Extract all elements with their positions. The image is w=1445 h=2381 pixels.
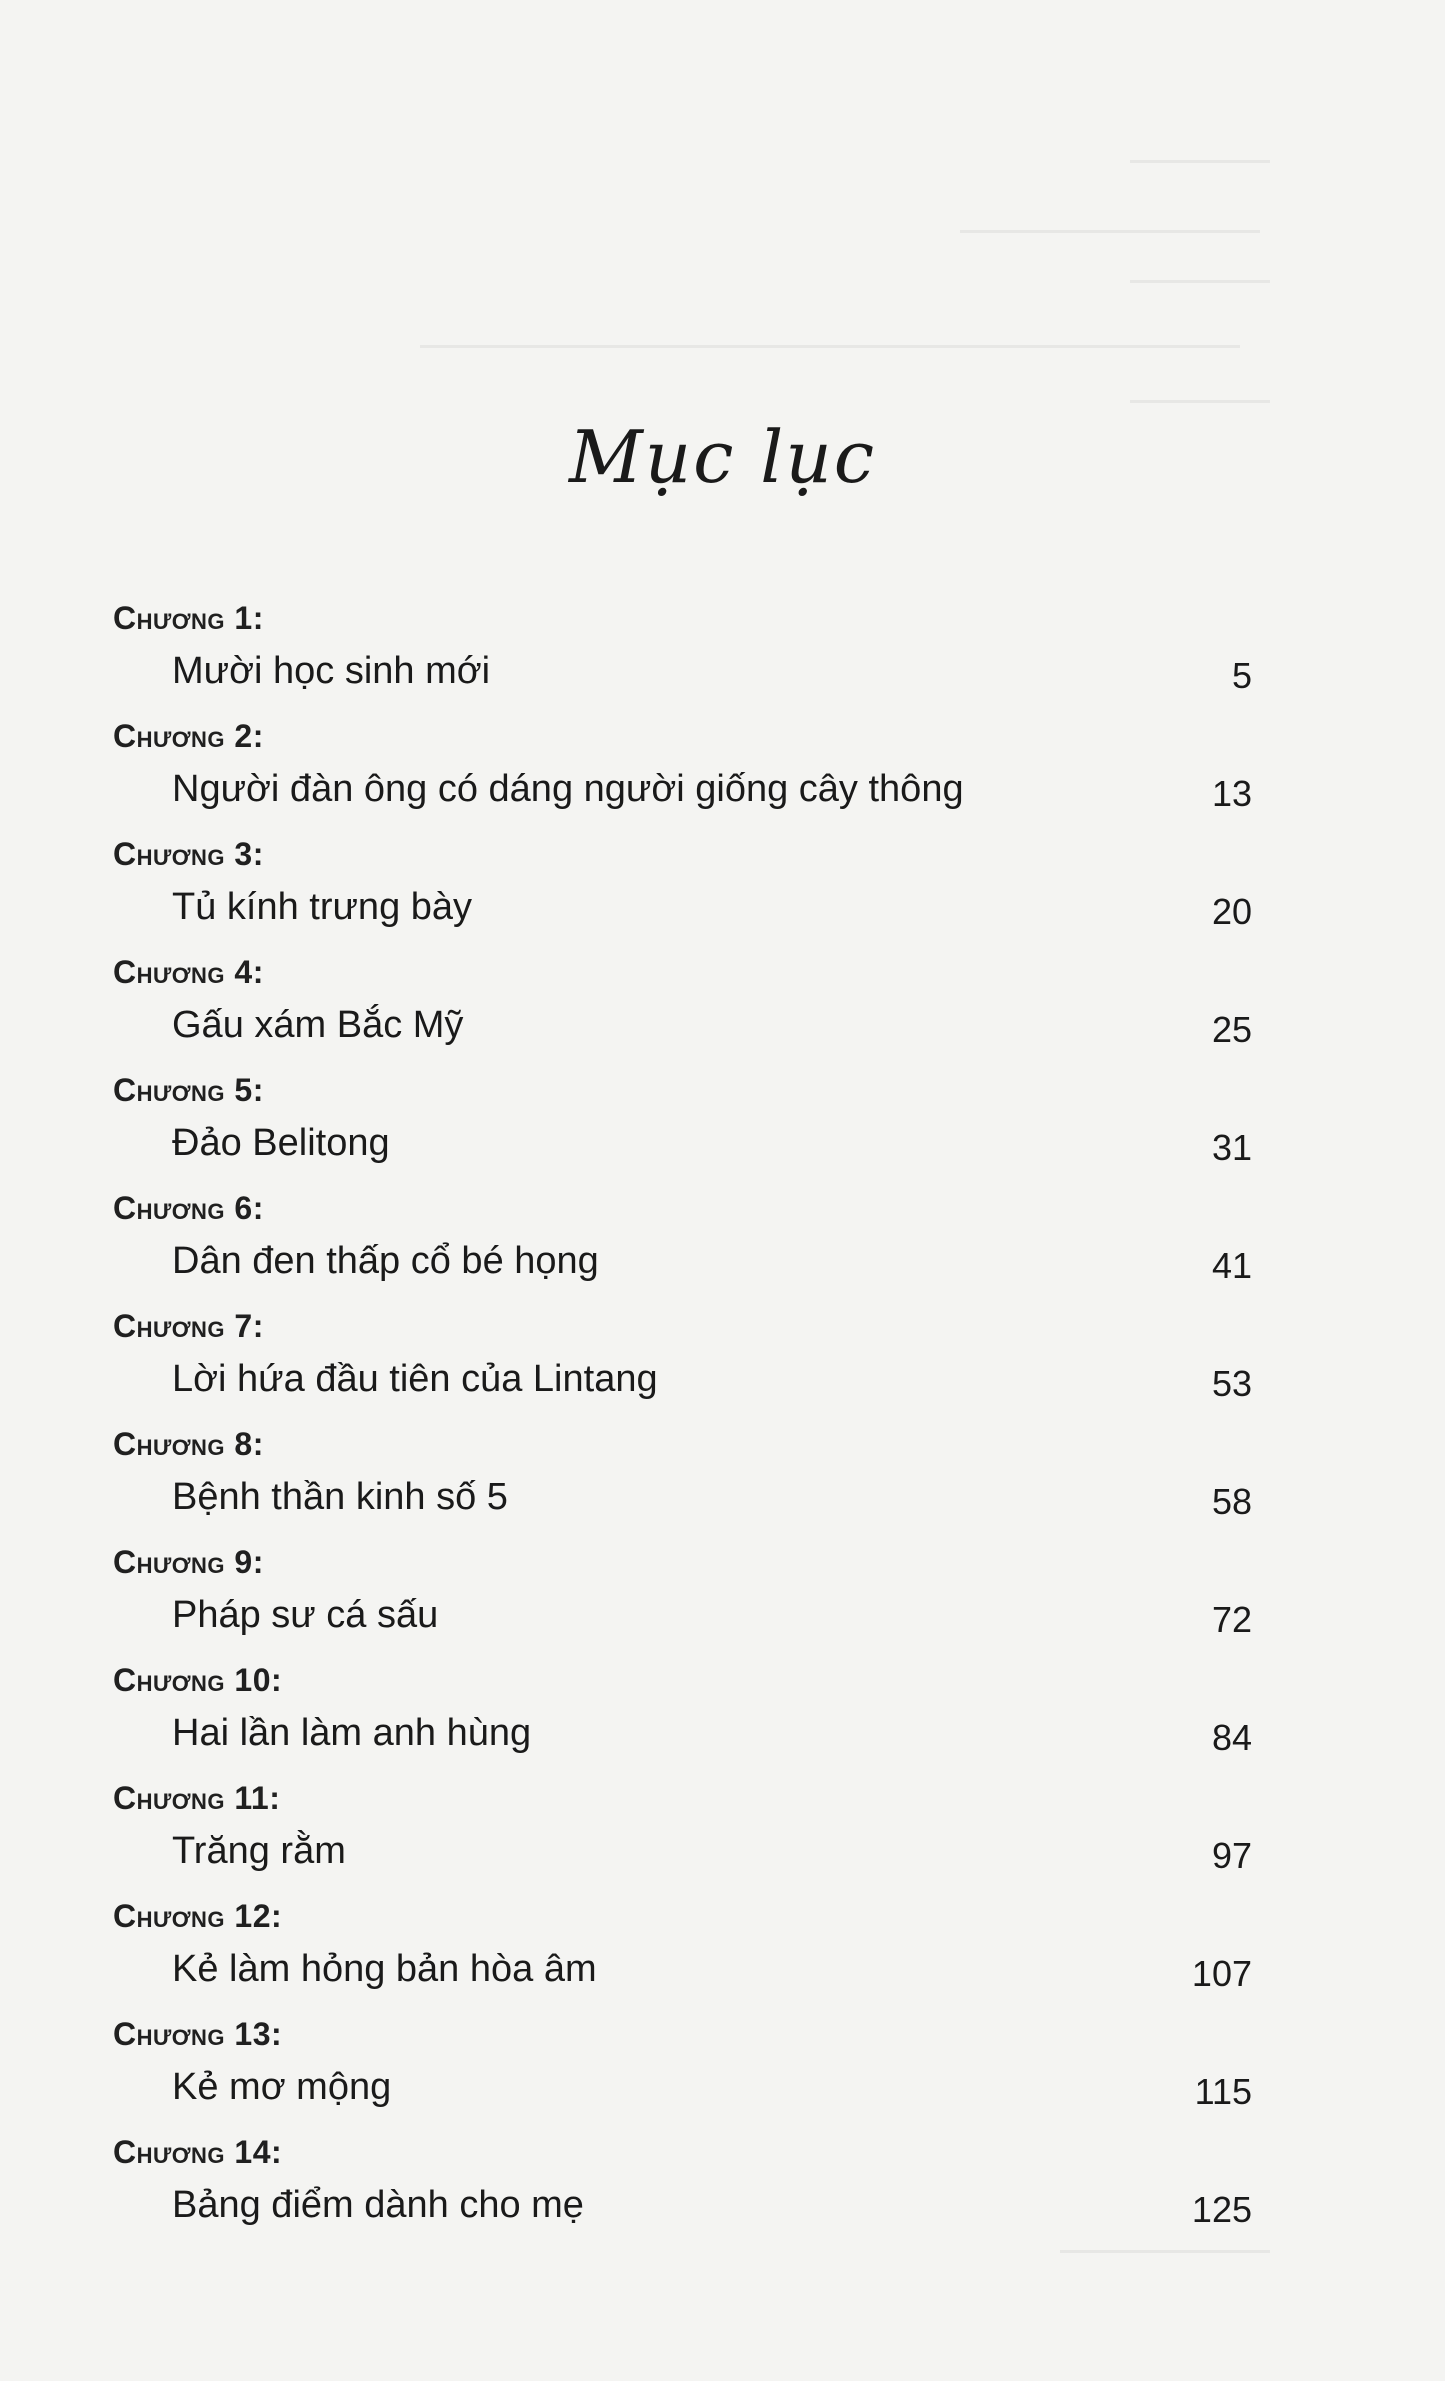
page-number: 115	[1194, 2071, 1252, 2112]
page-number: 5	[1231, 655, 1252, 696]
chapter-label: Chương 3:	[113, 836, 264, 872]
chapter-title: Người đàn ông có dáng người giống cây thông	[172, 768, 964, 810]
page-number: 58	[1211, 1481, 1252, 1522]
toc-entry	[0, 600, 1445, 718]
toc-entry	[0, 1780, 1445, 1898]
page-title: Mục lục	[568, 415, 877, 499]
chapter-label: Chương 14:	[113, 2134, 283, 2170]
chapter-title: Trăng rằm	[172, 1830, 346, 1872]
toc-entry	[0, 1544, 1445, 1662]
chapter-title: Đảo Belitong	[172, 1122, 390, 1164]
page-number: 84	[1211, 1717, 1252, 1758]
chapter-label: Chương 8:	[113, 1426, 264, 1462]
page-number: 125	[1191, 2189, 1252, 2230]
chapter-label: Chương 11:	[113, 1780, 281, 1816]
toc-entry	[0, 836, 1445, 954]
page-number: 41	[1211, 1245, 1252, 1286]
toc-entry	[0, 1662, 1445, 1780]
chapter-title: Lời hứa đầu tiên của Lintang	[172, 1358, 658, 1400]
chapter-title: Gấu xám Bắc Mỹ	[172, 1004, 464, 1046]
toc-entry	[0, 1426, 1445, 1544]
page-number: 20	[1211, 891, 1252, 932]
toc-entry	[0, 1190, 1445, 1308]
chapter-label: Chương 6:	[113, 1190, 264, 1226]
chapter-title: Bệnh thần kinh số 5	[172, 1476, 508, 1518]
chapter-label: Chương 2:	[113, 718, 264, 754]
chapter-label: Chương 9:	[113, 1544, 264, 1580]
chapter-label: Chương 13:	[113, 2016, 283, 2052]
chapter-title: Dân đen thấp cổ bé họng	[172, 1240, 599, 1282]
chapter-label: Chương 10:	[113, 1662, 283, 1698]
toc-entry	[0, 2016, 1445, 2134]
toc-entry	[0, 2134, 1445, 2252]
toc-entry	[0, 718, 1445, 836]
chapter-label: Chương 7:	[113, 1308, 264, 1344]
toc-entry	[0, 1898, 1445, 2016]
chapter-label: Chương 4:	[113, 954, 264, 990]
toc-entry	[0, 1072, 1445, 1190]
chapter-title: Tủ kính trưng bày	[172, 886, 473, 928]
chapter-label: Chương 12:	[113, 1898, 283, 1934]
page-number: 72	[1211, 1599, 1252, 1640]
toc-entry	[0, 1308, 1445, 1426]
chapter-title: Kẻ mơ mộng	[172, 2066, 392, 2108]
chapter-title: Bảng điểm dành cho mẹ	[172, 2184, 584, 2226]
chapter-title: Hai lần làm anh hùng	[172, 1712, 532, 1754]
page-number: 53	[1211, 1363, 1252, 1404]
chapter-title: Mười học sinh mới	[172, 650, 491, 692]
chapter-label: Chương 1:	[113, 600, 264, 636]
toc-entry	[0, 954, 1445, 1072]
chapter-label: Chương 5:	[113, 1072, 264, 1108]
chapter-title: Kẻ làm hỏng bản hòa âm	[172, 1948, 597, 1990]
page-number: 13	[1211, 773, 1252, 814]
chapter-title: Pháp sư cá sấu	[172, 1594, 439, 1636]
page-number: 25	[1211, 1009, 1252, 1050]
page-number: 31	[1211, 1127, 1252, 1168]
page-number: 97	[1211, 1835, 1252, 1876]
page-number: 107	[1191, 1953, 1252, 1994]
